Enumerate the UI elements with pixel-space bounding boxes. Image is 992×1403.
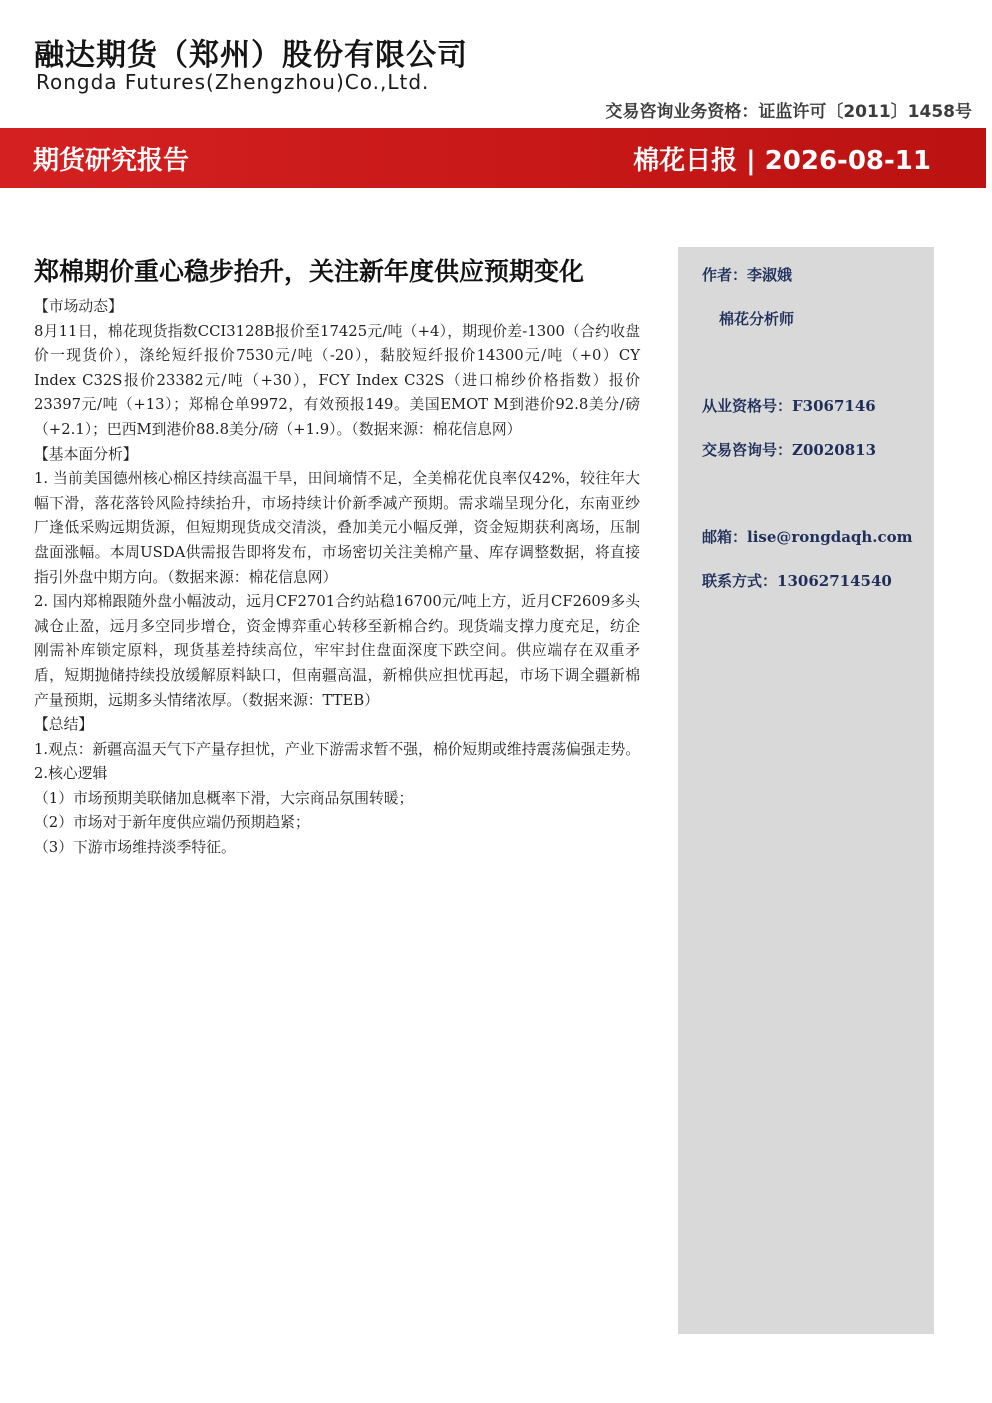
- fundamentals-paragraph-2: 2. 国内郑棉跟随外盘小幅波动，远月CF2701合约站稳16700元/吨上方，近月CF2609多头减仓止盈，远月多空同步增仓，资金博弈重心转移至新棉合约。现货端支撑力度充足，纺企刚需补库锁定原料，现货基差持续高位，牢牢封住盘面深度下跌空间。供应端存在双重矛盾，短期抛储持续投放缓解原料缺口，但南疆高温，新棉供应担忧再起，市场下调全疆新棉产量预期，远期多头情绪浓厚。（数据来源：TTEB）: [34, 593, 640, 709]
- phone-label: 联系方式：: [702, 572, 778, 590]
- banner-report-type: 期货研究报告: [33, 146, 190, 176]
- consult-line: [702, 439, 876, 460]
- section-heading-market: 【市场动态】: [34, 298, 123, 315]
- consult-label: 交易咨询号：: [702, 441, 793, 459]
- author-sidebar: [678, 247, 934, 1334]
- email-label: 邮箱：: [702, 528, 748, 546]
- consult-number: Z0020813: [792, 441, 877, 459]
- summary-logic-item-3: （3）下游市场维持淡季特征。: [34, 839, 236, 857]
- email-address[interactable]: lise@rongdaqh.com: [747, 528, 913, 546]
- license-info: 交易咨询业务资格：证监许可〔2011〕1458号: [605, 102, 972, 122]
- section-heading-summary: 【总结】: [34, 716, 94, 734]
- section-heading-fundamentals: 【基本面分析】: [34, 445, 138, 463]
- summary-logic-heading: 2.核心逻辑: [34, 765, 108, 783]
- qualification-line: [702, 395, 876, 416]
- banner-report-date: 棉花日报 | 2026-08-11: [633, 146, 931, 176]
- qualification-number: F3067146: [792, 397, 876, 415]
- email-line: [702, 526, 913, 547]
- author-name: 李淑娥: [747, 266, 793, 284]
- summary-logic-item-2: （2）市场对于新年度供应端仍预期趋紧；: [34, 814, 310, 832]
- phone-line: [702, 570, 892, 591]
- report-title: 郑棉期价重心稳步抬升，关注新年度供应预期变化: [34, 257, 585, 286]
- market-dynamics-paragraph: 8月11日，棉花现货指数CCI3128B报价至17425元/吨（+4），期现价差-1300（合约收盘价一现货价），涤纶短纤报价7530元/吨（-20），黏胶短纤报价14300元/吨（+0）CY Index C32S报价23382元/吨（+30），FCY Index C32S（进口棉纱价格指数）报价23397元/吨（+13）；郑棉仓单9972，有效预报149。美国EMOT M到港价92.8美分/磅（+2.1）；巴西M到港价88.8美分/磅（+1.9）。（数据来源：棉花信息网）: [34, 322, 640, 438]
- summary-logic-item-1: （1）市场预期美联储加息概率下滑，大宗商品氛围转暖；: [34, 789, 414, 807]
- summary-view: 1.观点：新疆高温天气下产量存担忧，产业下游需求暂不强，棉价短期或维持震荡偏强走势。: [34, 740, 640, 758]
- fundamentals-paragraph-1: 1. 当前美国德州核心棉区持续高温干旱，田间墒情不足，全美棉花优良率仅42%，较往年大幅下滑，落花落铃风险持续抬升，市场持续计价新季减产预期。需求端呈现分化，东南亚纱厂逢低采购远期货源，但短期现货成交清淡，叠加美元小幅反弹，资金短期获利离场，压制盘面涨幅。本周USDA供需报告即将发布，市场密切关注美棉产量、库存调整数据，将直接指引外盘中期方向。（数据来源：棉花信息网）: [34, 470, 640, 586]
- company-name-cn: 融达期货（郑州）股份有限公司: [34, 38, 468, 73]
- author-label: 作者：: [702, 266, 748, 284]
- author-role: 棉花分析师: [719, 310, 795, 328]
- report-body: [34, 250, 640, 861]
- report-banner: [0, 128, 986, 188]
- author-line: [702, 264, 792, 285]
- phone-number: 13062714540: [777, 572, 892, 590]
- company-name-en: Rongda Futures(Zhengzhou)Co.,Ltd.: [36, 70, 430, 94]
- qualification-label: 从业资格号：: [702, 397, 793, 415]
